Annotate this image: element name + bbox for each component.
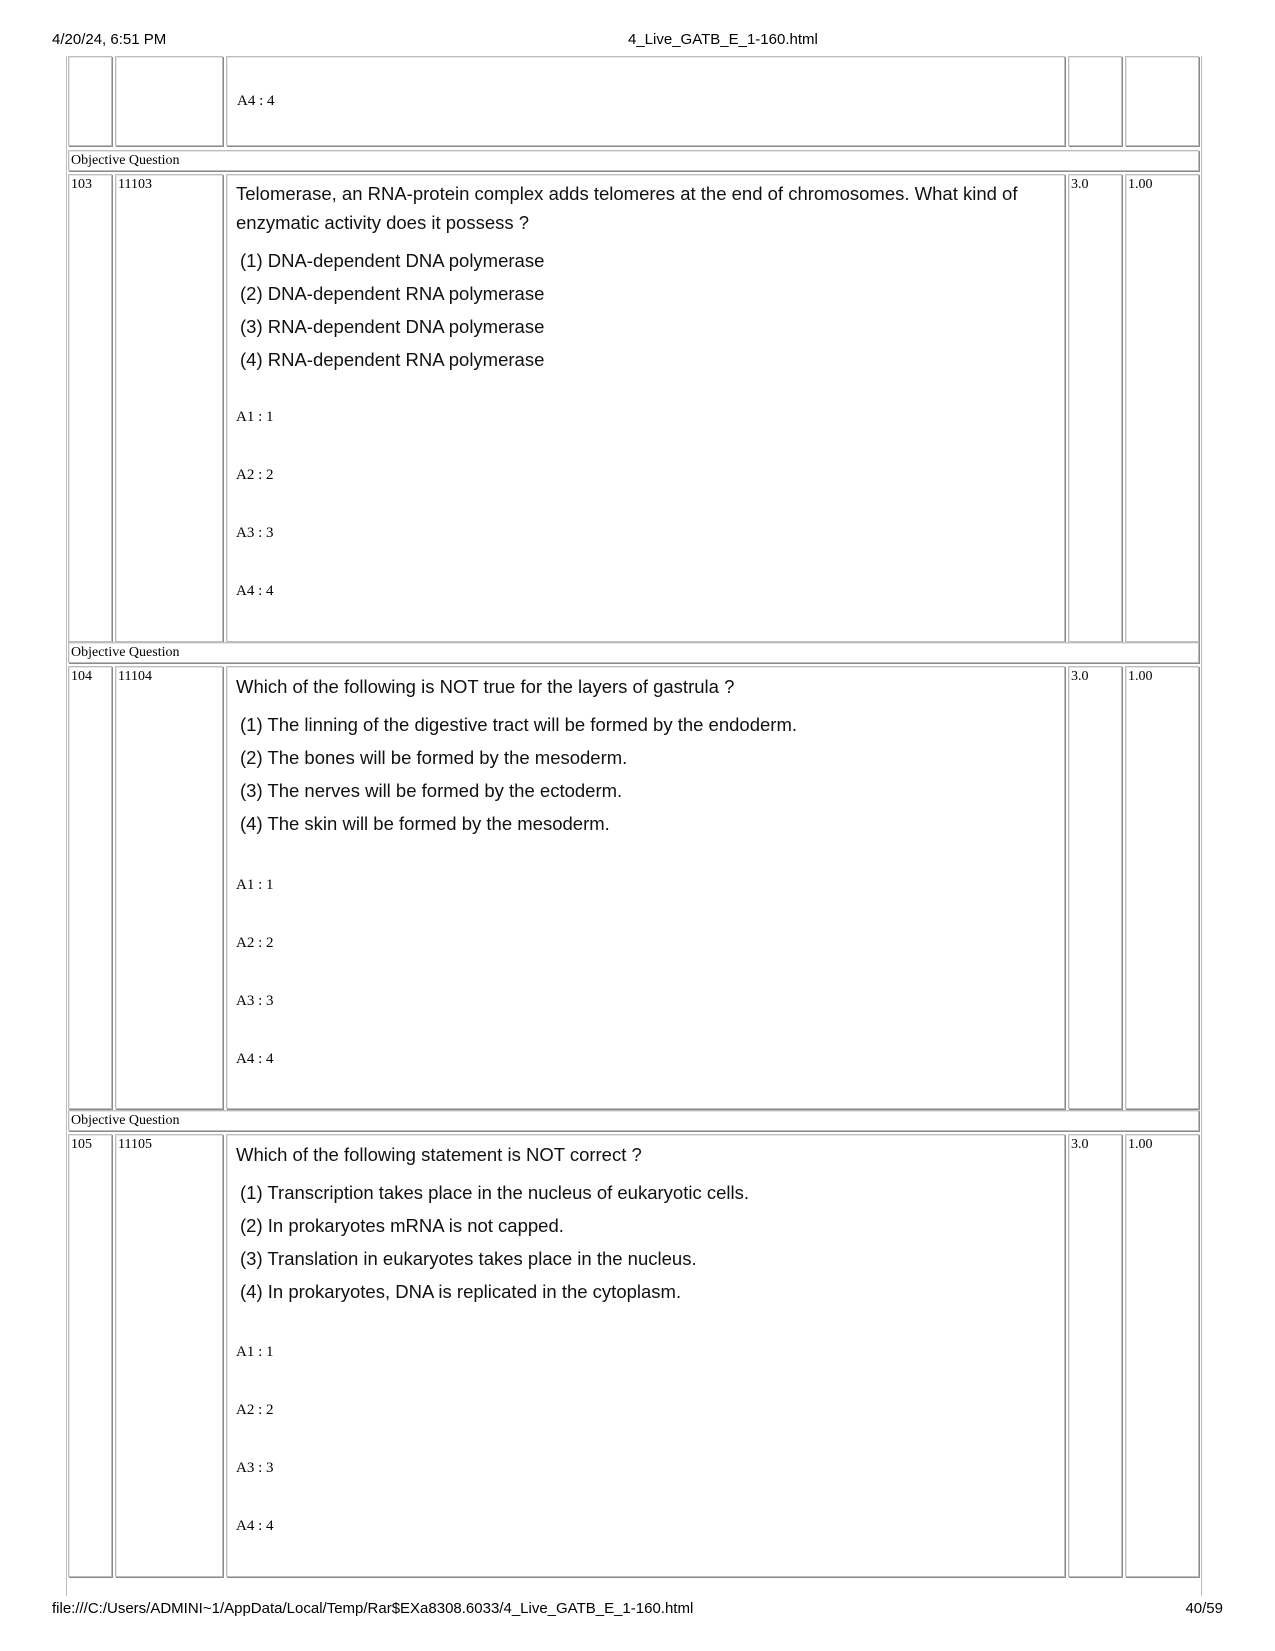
sl-no-cell	[68, 56, 112, 146]
document-title: 4_Live_GATB_E_1-160.html	[628, 31, 818, 48]
answer-key: A3 : 3	[236, 525, 274, 541]
answer-key: A1 : 1	[236, 409, 274, 425]
marks-cell	[1068, 56, 1122, 146]
print-datetime: 4/20/24, 6:51 PM	[52, 31, 167, 48]
negative-marks: 1.00	[1128, 177, 1153, 192]
section-label: Objective Question	[71, 645, 180, 660]
answer-key: A2 : 2	[236, 1402, 274, 1418]
marks: 3.0	[1071, 1137, 1089, 1152]
question-id: 11105	[118, 1137, 152, 1152]
marks-cell	[1068, 666, 1122, 1109]
answer-key: A3 : 3	[236, 993, 274, 1009]
option-4: (4) In prokaryotes, DNA is replicated in the cytoplasm.	[240, 1281, 682, 1302]
section-label: Objective Question	[71, 153, 180, 168]
negative-marks: 1.00	[1128, 1137, 1153, 1152]
marks-cell	[1068, 174, 1122, 642]
sl-no-cell	[68, 174, 112, 642]
option-4: (4) The skin will be formed by the mesoderm.	[240, 813, 610, 834]
question-stem: Which of the following statement is NOT correct ?	[236, 1144, 642, 1165]
section-label-bar	[68, 1110, 1199, 1131]
negative-marks: 1.00	[1128, 669, 1153, 684]
outer-frame-left	[66, 56, 67, 1596]
answer-key: A1 : 1	[236, 1344, 274, 1360]
answer-key: A4 : 4	[236, 583, 274, 599]
section-label: Objective Question	[71, 1113, 180, 1128]
negative-marks-cell	[1125, 1134, 1199, 1577]
option-2: (2) DNA-dependent RNA polymerase	[240, 283, 545, 304]
sl-no: 104	[71, 669, 92, 684]
file-path: file:///C:/Users/ADMINI~1/AppData/Local/Temp/Rar$EXa8308.6033/4_Live_GATB_E_1-160.html	[52, 1600, 694, 1617]
option-1: (1) Transcription takes place in the nucleus of eukaryotic cells.	[240, 1182, 749, 1203]
question-id: 11103	[118, 177, 152, 192]
answer-key: A4 : 4	[237, 93, 275, 109]
option-3: (3) RNA-dependent DNA polymerase	[240, 316, 545, 337]
answer-key: A1 : 1	[236, 877, 274, 893]
question-id: 11104	[118, 669, 152, 684]
negative-marks-cell	[1125, 666, 1199, 1109]
question-body-cell	[226, 56, 1065, 146]
marks: 3.0	[1071, 177, 1089, 192]
option-2: (2) In prokaryotes mRNA is not capped.	[240, 1215, 564, 1236]
sl-no: 103	[71, 177, 92, 192]
option-1: (1) DNA-dependent DNA polymerase	[240, 250, 545, 271]
negative-marks-cell	[1125, 56, 1199, 146]
question-id-cell	[115, 56, 223, 146]
answer-key: A2 : 2	[236, 935, 274, 951]
answer-key: A2 : 2	[236, 467, 274, 483]
question-body-cell	[226, 174, 1065, 642]
question-id-cell	[115, 174, 223, 642]
page-counter: 40/59	[1185, 1600, 1223, 1617]
option-3: (3) The nerves will be formed by the ectoderm.	[240, 780, 623, 801]
negative-marks-cell	[1125, 174, 1199, 642]
option-1: (1) The linning of the digestive tract will be formed by the endoderm.	[240, 714, 798, 735]
option-2: (2) The bones will be formed by the mesoderm.	[240, 747, 628, 768]
question-stem: Telomerase, an RNA-protein complex adds telomeres at the end of chromosomes. What kind of enzymatic activity does it possess ?	[236, 183, 1018, 233]
marks: 3.0	[1071, 669, 1089, 684]
answer-key: A4 : 4	[236, 1518, 274, 1534]
option-4: (4) RNA-dependent RNA polymerase	[240, 349, 545, 370]
question-id-cell	[115, 666, 223, 1109]
section-label-bar	[68, 642, 1199, 663]
section-label-bar	[68, 150, 1199, 171]
answer-key: A4 : 4	[236, 1051, 274, 1067]
question-id-cell	[115, 1134, 223, 1577]
marks-cell	[1068, 1134, 1122, 1577]
sl-no-cell	[68, 666, 112, 1109]
answer-key: A3 : 3	[236, 1460, 274, 1476]
outer-frame-right	[1201, 56, 1202, 1596]
sl-no-cell	[68, 1134, 112, 1577]
sl-no: 105	[71, 1137, 92, 1152]
option-3: (3) Translation in eukaryotes takes place in the nucleus.	[240, 1248, 697, 1269]
question-stem: Which of the following is NOT true for the layers of gastrula ?	[236, 676, 735, 697]
